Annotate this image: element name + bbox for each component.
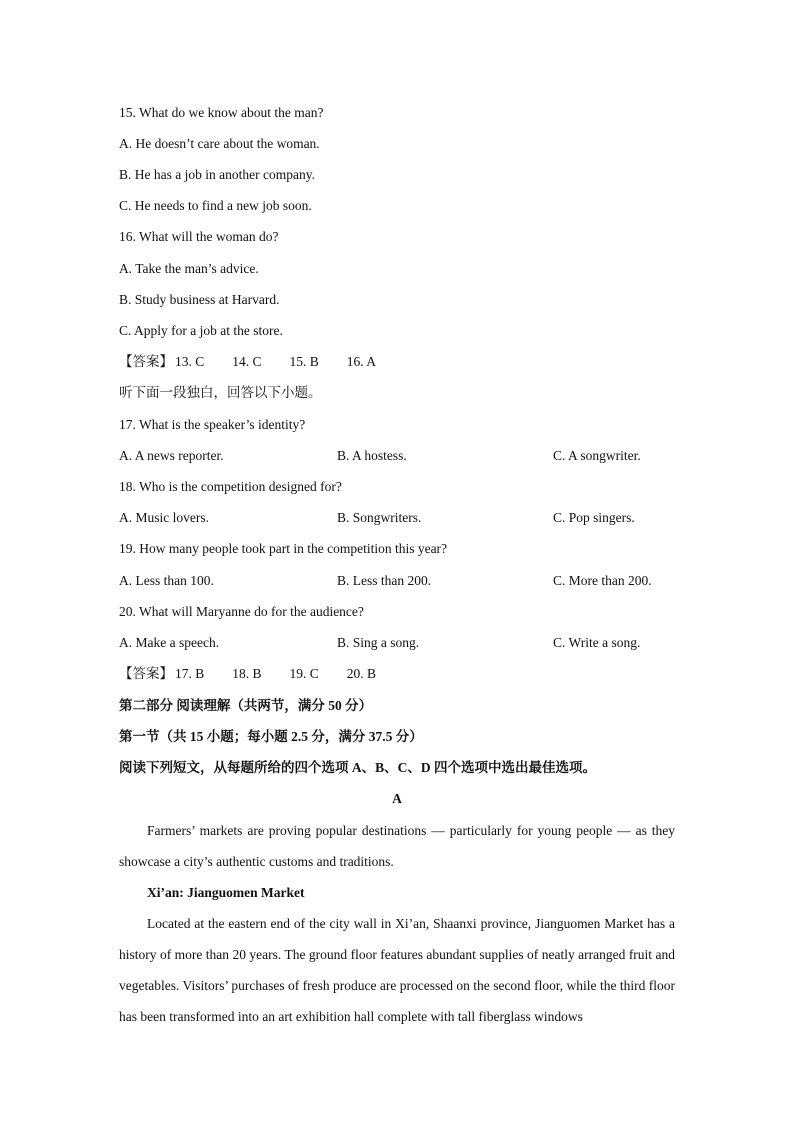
answer-14: 14. C: [232, 354, 262, 369]
question-15: 15. What do we know about the man?: [119, 105, 324, 120]
part-two-title: 第二部分 阅读理解（共两节，满分 50 分）: [119, 698, 373, 713]
answer-20: 20. B: [346, 666, 377, 681]
answer-key-13-16: [119, 353, 404, 371]
q20-option-c: C. Write a song.: [553, 635, 641, 650]
answer-tag: 【答案】: [119, 354, 173, 369]
q17-option-a: A. A news reporter.: [119, 448, 224, 463]
q20-option-a: A. Make a speech.: [119, 635, 220, 650]
answer-17: 17. B: [175, 666, 205, 681]
monologue-instruction: 听下面一段独白，回答以下小题。: [119, 385, 322, 400]
answer-15: 15. B: [289, 354, 319, 369]
q15-option-b: B. He has a job in another company.: [119, 167, 315, 182]
question-17: 17. What is the speaker’s identity?: [119, 417, 306, 432]
passage-label: A: [392, 791, 402, 806]
answer-18: 18. B: [232, 666, 262, 681]
passage-subheading: Xi’an: Jianguomen Market: [147, 885, 305, 900]
answer-tag: 【答案】: [119, 666, 173, 681]
q19-option-b: B. Less than 200.: [337, 573, 432, 588]
passage-intro-text: Farmers’ markets are proving popular destinations — particularly for young people — as they showcase a city’s authentic customs and traditions.: [119, 823, 675, 869]
question-18: 18. Who is the competition designed for?: [119, 479, 342, 494]
q19-option-c: C. More than 200.: [553, 573, 652, 588]
q17-option-c: C. A songwriter.: [553, 448, 641, 463]
q18-option-c: C. Pop singers.: [553, 510, 635, 525]
reading-instruction: 阅读下列短文，从每题所给的四个选项 A、B、C、D 四个选项中选出最佳选项。: [119, 760, 597, 775]
question-20: 20. What will Maryanne do for the audience?: [119, 604, 364, 619]
section-one-title: 第一节（共 15 小题；每小题 2.5 分，满分 37.5 分）: [119, 729, 423, 744]
q16-option-b: B. Study business at Harvard.: [119, 292, 280, 307]
q19-option-a: A. Less than 100.: [119, 573, 214, 588]
q16-option-c: C. Apply for a job at the store.: [119, 323, 283, 338]
question-19: 19. How many people took part in the competition this year?: [119, 541, 448, 556]
answer-19: 19. C: [289, 666, 319, 681]
q15-option-c: C. He needs to find a new job soon.: [119, 198, 312, 213]
passage-body: [119, 908, 675, 1032]
answer-key-17-20: [119, 665, 404, 683]
q15-option-a: A. He doesn’t care about the woman.: [119, 136, 320, 151]
question-16: 16. What will the woman do?: [119, 229, 279, 244]
answer-16: 16. A: [346, 354, 377, 369]
q18-option-a: A. Music lovers.: [119, 510, 209, 525]
answer-13: 13. C: [175, 354, 205, 369]
q18-option-b: B. Songwriters.: [337, 510, 422, 525]
q17-option-b: B. A hostess.: [337, 448, 407, 463]
q16-option-a: A. Take the man’s advice.: [119, 261, 259, 276]
q20-option-b: B. Sing a song.: [337, 635, 420, 650]
passage-body-text: Located at the eastern end of the city wall in Xi’an, Shaanxi province, Jianguomen Market has a history of more than 20 years. The ground floor features abundant supplies of neatly arranged fruit and vegetables. Visitors’ purchases of fresh produce are processed on the second floor, while the third floor has been transformed into an art exhibition hall complete with tall fiberglass windows: [119, 916, 675, 1024]
passage-intro: [119, 815, 675, 877]
